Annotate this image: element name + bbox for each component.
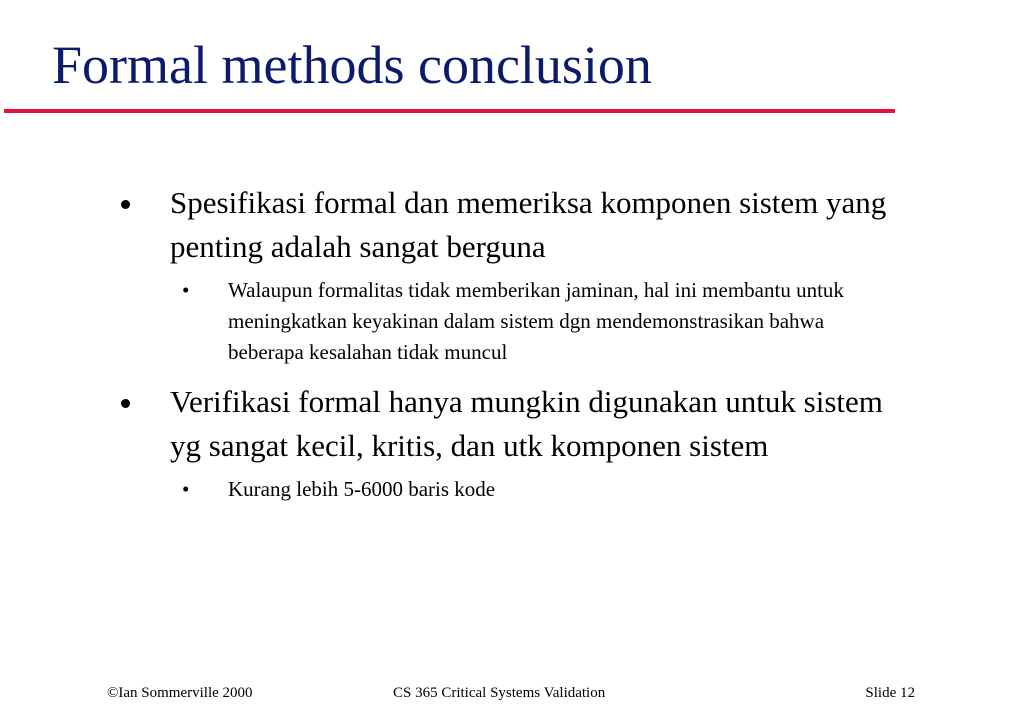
title-underline-rule <box>4 109 895 113</box>
slide-title: Formal methods conclusion <box>52 35 652 95</box>
bullet-dot-icon <box>121 200 130 209</box>
sub-bullet-text: Kurang lebih 5-6000 baris kode <box>228 477 496 501</box>
bullet-text: Spesifikasi formal dan memeriksa komponen sistem yang penting adalah sangat berguna <box>170 185 887 264</box>
sub-bullet-list <box>170 275 897 368</box>
bullet-list <box>117 181 897 517</box>
footer-course: CS 365 Critical Systems Validation <box>393 685 606 701</box>
sub-bullet-dot-icon: • <box>182 278 190 302</box>
bullet-dot-icon <box>121 399 130 408</box>
sub-bullet-list <box>170 474 897 505</box>
sub-bullet-item <box>170 474 897 505</box>
sub-bullet-dot-icon: • <box>182 477 190 501</box>
bullet-item <box>117 380 897 505</box>
footer-slide-number: Slide 12 <box>865 685 915 701</box>
bullet-text: Verifikasi formal hanya mungkin digunakan untuk sistem yg sangat kecil, kritis, dan utk komponen sistem <box>170 384 883 463</box>
sub-bullet-item <box>170 275 897 368</box>
sub-bullet-text: Walaupun formalitas tidak memberikan jaminan, hal ini membantu untuk meningkatkan keyakinan dalam sistem dgn mendemonstrasikan bahwa beberapa kesalahan tidak muncul <box>228 278 844 364</box>
footer-copyright: ©Ian Sommerville 2000 <box>107 685 253 701</box>
bullet-item <box>117 181 897 368</box>
